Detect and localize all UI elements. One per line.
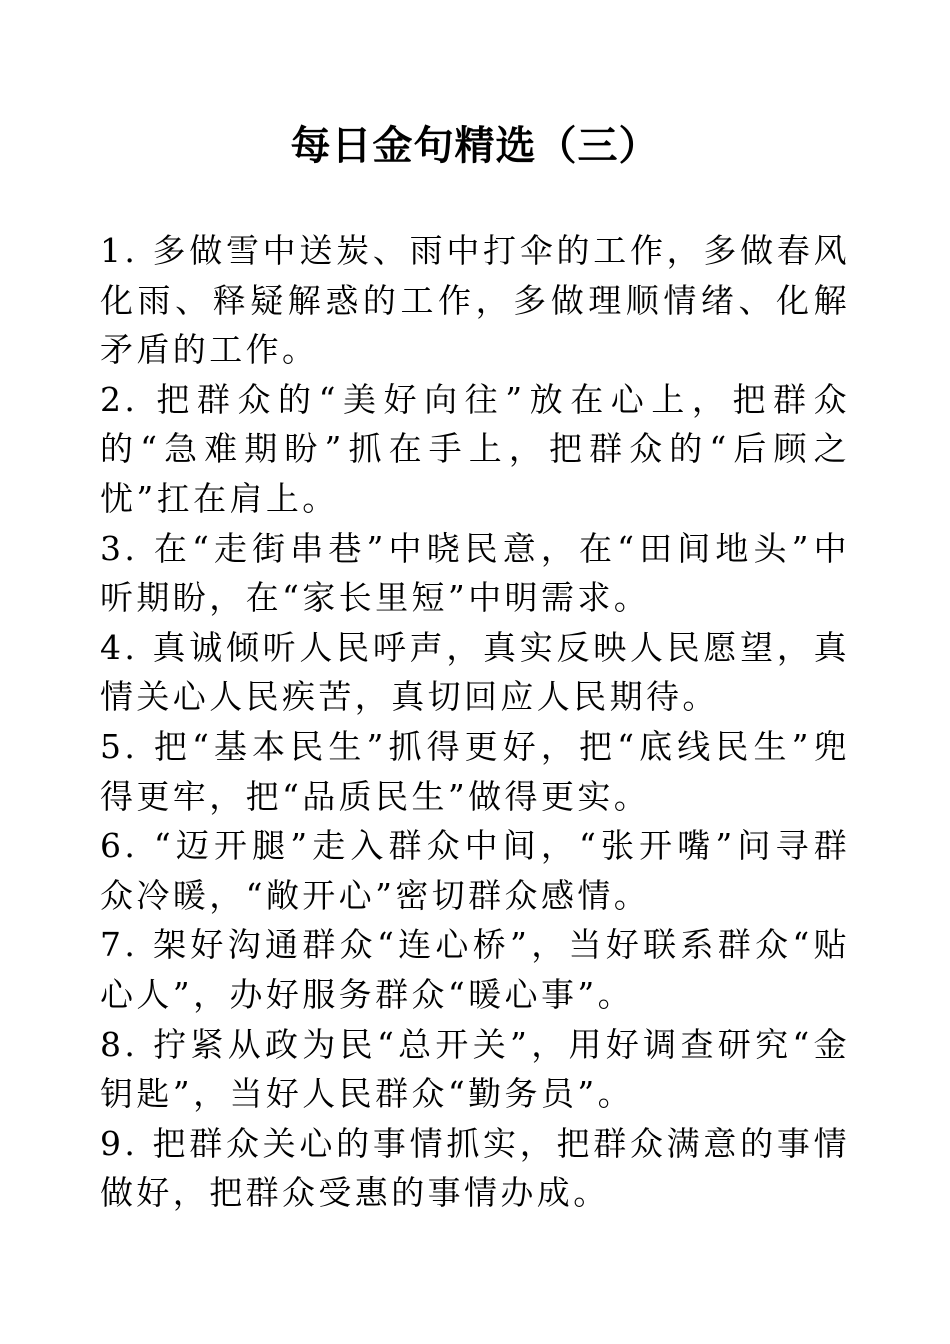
quote-item-7: 7. 架好沟通群众“连心桥”，当好联系群众“贴心人”，办好服务群众“暖心事”。 <box>100 925 850 1014</box>
quote-item-6: 6. “迈开腿”走入群众中间，“张开嘴”问寻群众冷暖，“敞开心”密切群众感情。 <box>100 826 850 915</box>
quote-list <box>100 226 850 1218</box>
page-title: 每日金句精选（三） <box>290 122 660 169</box>
quote-item-5: 5. 把“基本民生”抓得更好，把“底线民生”兜得更牢，把“品质民生”做得更实。 <box>100 726 850 816</box>
quote-item-2: 2. 把群众的“美好向往”放在心上，把群众的“急难期盼”抓在手上，把群众的“后顾之忧”扛在肩上。 <box>100 379 850 518</box>
quote-item-8: 8. 拧紧从政为民“总开关”，用好调查研究“金钥匙”，当好人民群众“勤务员”。 <box>100 1024 850 1114</box>
quote-item-4: 4. 真诚倾听人民呼声，真实反映人民愿望，真情关心人民疾苦，真切回应人民期待。 <box>100 627 850 717</box>
quote-item-1: 1. 多做雪中送炭、雨中打伞的工作，多做春风化雨、释疑解惑的工作，多做理顺情绪、化解矛盾的工作。 <box>100 231 850 370</box>
quote-item-9: 9. 把群众关心的事情抓实，把群众满意的事情做好，把群众受惠的事情办成。 <box>100 1123 850 1213</box>
quote-item-3: 3. 在“走街串巷”中晓民意，在“田间地头”中听期盼，在“家长里短”中明需求。 <box>100 528 850 618</box>
